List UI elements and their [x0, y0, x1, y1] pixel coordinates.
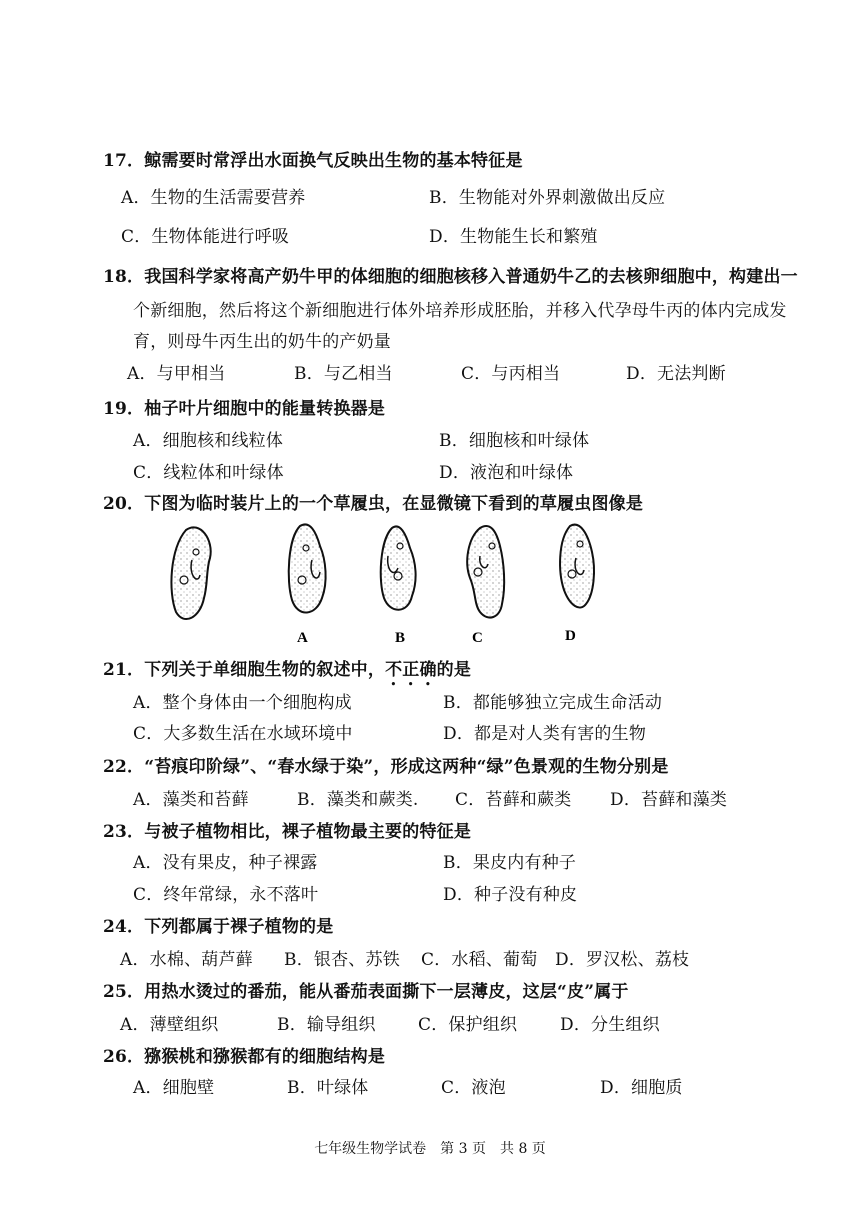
question-19-option-c: C．线粒体和叶绿体 [133, 463, 284, 483]
question-17-option-c: C．生物体能进行呼吸 [121, 227, 290, 247]
question-26-stem: 26．猕猴桃和猕猴都有的细胞结构是 [103, 1047, 386, 1067]
question-22-option-b: B．藻类和蕨类. [297, 790, 419, 810]
paramecium-reference [171, 527, 210, 619]
question-25-stem: 25．用热水烫过的番茄，能从番茄表面撕下一层薄皮，这层“皮”属于 [103, 982, 629, 1002]
figure-label-c: C [472, 630, 483, 646]
question-18-stem-line3: 育，则母牛丙生出的奶牛的产奶量 [133, 332, 391, 352]
question-22-stem: 22．“苔痕印阶绿”、“春水绿于染”，形成这两种“绿”色景观的生物分别是 [103, 757, 669, 777]
question-24-option-c: C．水稻、葡萄 [421, 950, 538, 970]
question-21-option-c: C．大多数生活在水域环境中 [133, 724, 353, 744]
figure-label-d: D [565, 628, 576, 644]
question-21-stem-post: 的是 [436, 660, 472, 680]
question-19-stem: 19．柚子叶片细胞中的能量转换器是 [103, 399, 386, 419]
question-19-option-b: B．细胞核和叶绿体 [439, 431, 590, 451]
question-23-stem: 23．与被子植物相比，裸子植物最主要的特征是 [103, 822, 472, 842]
question-20-stem: 20．下图为临时装片上的一个草履虫，在显微镜下看到的草履虫图像是 [103, 494, 644, 514]
figure-label-a: A [297, 630, 308, 646]
question-26-option-b: B．叶绿体 [287, 1078, 369, 1098]
question-24-option-d: D．罗汉松、荔枝 [555, 950, 690, 970]
question-17-stem: 17．鲸需要时常浮出水面换气反映出生物的基本特征是 [103, 151, 523, 171]
question-18-option-b: B．与乙相当 [294, 364, 393, 384]
question-22-option-c: C．苔藓和蕨类 [455, 790, 572, 810]
question-25-option-b: B．输导组织 [277, 1015, 376, 1035]
question-21-stem-emphasis: 不正确 [385, 660, 437, 680]
question-17-option-b: B．生物能对外界刺激做出反应 [429, 188, 666, 208]
paramecium-option-c [467, 526, 504, 618]
question-18-option-a: A．与甲相当 [127, 364, 226, 384]
question-22-option-a: A．藻类和苔藓 [133, 790, 249, 810]
question-23-option-d: D．种子没有种皮 [443, 885, 578, 905]
question-26-option-c: C．液泡 [441, 1078, 506, 1098]
question-26-option-d: D．细胞质 [600, 1078, 683, 1098]
figure-label-b: B [395, 630, 406, 646]
question-23-option-a: A．没有果皮，种子裸露 [133, 853, 318, 873]
question-17-option-d: D．生物能生长和繁殖 [429, 227, 598, 247]
question-21-option-d: D．都是对人类有害的生物 [443, 724, 647, 744]
page-footer: 七年级生物学试卷 第 3 页 共 8 页 [314, 1141, 546, 1157]
question-24-stem: 24．下列都属于裸子植物的是 [103, 917, 334, 937]
question-21-option-a: A．整个身体由一个细胞构成 [133, 693, 352, 713]
question-21-stem [103, 655, 471, 690]
question-25-option-a: A．薄壁组织 [120, 1015, 219, 1035]
question-22-option-d: D．苔藓和藻类 [610, 790, 728, 810]
question-24-option-a: A．水棉、葫芦藓 [120, 950, 253, 970]
question-18-option-c: C．与丙相当 [461, 364, 561, 384]
question-26-option-a: A．细胞壁 [133, 1078, 215, 1098]
question-17-option-a: A．生物的生活需要营养 [121, 188, 306, 208]
question-23-option-b: B．果皮内有种子 [443, 853, 577, 873]
question-24-option-b: B．银杏、苏铁 [284, 950, 400, 970]
paramecium-option-a [289, 524, 326, 612]
question-18-option-d: D．无法判断 [626, 364, 726, 384]
paramecium-option-d [560, 525, 594, 608]
paramecium-option-b [381, 526, 416, 609]
question-23-option-c: C．终年常绿，永不落叶 [133, 885, 319, 905]
question-21-stem-pre: 21．下列关于单细胞生物的叙述中， [103, 660, 386, 680]
question-19-option-d: D．液泡和叶绿体 [439, 463, 574, 483]
question-25-option-c: C．保护组织 [418, 1015, 518, 1035]
question-19-option-a: A．细胞核和线粒体 [133, 431, 284, 451]
question-21-option-b: B．都能够独立完成生命活动 [443, 693, 663, 713]
question-18-stem-line1: 18．我国科学家将高产奶牛甲的体细胞的细胞核移入普通奶牛乙的去核卵细胞中，构建出一 [103, 267, 798, 287]
question-18-stem-line2: 个新细胞，然后将这个新细胞进行体外培养形成胚胎，并移入代孕母牛丙的体内完成发 [133, 301, 787, 321]
question-25-option-d: D．分生组织 [560, 1015, 660, 1035]
